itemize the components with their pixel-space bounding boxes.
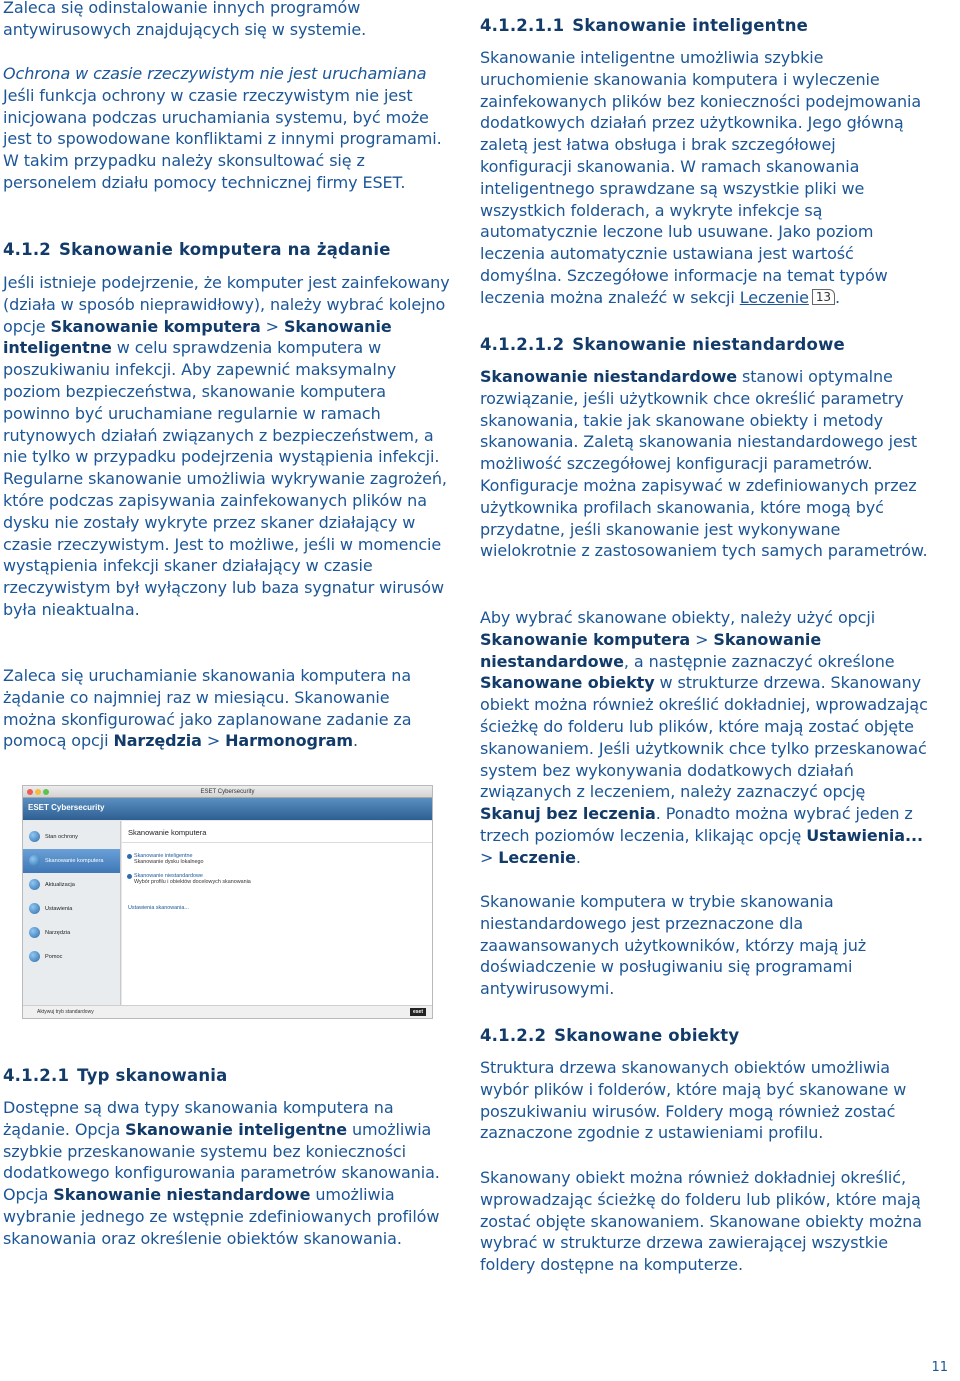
- sidebar-item-computer-scan[interactable]: [23, 849, 120, 873]
- heading-title: Typ skanowania: [77, 1066, 228, 1085]
- option-smart-scan: Skanowanie inteligentne: [125, 1119, 348, 1139]
- settings-icon: [29, 903, 40, 914]
- cleaning-link[interactable]: Leczenie: [739, 287, 809, 307]
- text: w celu sprawdzenia komputera w poszukiwaniu infekcji. Aby zapewnić maksymalny poziom bezpieczeństwa, skanowanie komputera powinno być uruchamiane regularnie w ramach rutynowych działań związanych z bezpieczeństwem, a nie tylko w przypadku podejrzenia wystąpienia infekcji. Regularne skanowanie umożliwia wykrywanie zagrożeń, które podczas zapisywania zainfekowanych plików na dysku nie zostały wykryte przez skaner działający w czasie rzeczywistym. Jest to możliwe, jeśli w momencie wystąpienia infekcji skaner działający w czasie rzeczywistym był wyłączony lub baza sygnatur wirusów była nieaktualna.: [3, 338, 447, 619]
- scan-settings-link[interactable]: Ustawienia skanowania...: [128, 905, 189, 911]
- arrow-icon: [127, 854, 132, 859]
- heading-4-1-2: [3, 239, 391, 261]
- heading-title: Skanowanie niestandardowe: [572, 335, 845, 354]
- separator: >: [201, 731, 226, 751]
- eset-logo: eset: [410, 1008, 426, 1016]
- sidebar-item-update[interactable]: [23, 873, 120, 897]
- paragraph-ondemand: [3, 272, 455, 621]
- heading-number: 4.1.2.1.2: [480, 335, 565, 354]
- option-tools: Narzędzia: [113, 731, 202, 751]
- page-reference[interactable]: 13: [812, 289, 835, 305]
- window-title: ESET Cybersecurity: [200, 789, 255, 795]
- tools-icon: [29, 927, 40, 938]
- option-smart-scan: Skanowanie inteligentne: [3, 316, 392, 358]
- status-bar: [23, 1005, 432, 1018]
- option-scan-computer: Skanowanie komputera: [50, 316, 261, 336]
- sidebar-item-help[interactable]: [23, 945, 120, 969]
- text: Aby wybrać skanowane obiekty, należy użyć opcji: [480, 608, 876, 627]
- heading-number: 4.1.2.2: [480, 1026, 547, 1045]
- heading-4-1-2-1-2: [480, 334, 845, 356]
- paragraph-scan-targets-tree: Struktura drzewa skanowanych obiektów umożliwia wybór plików i folderów, które mają być skanowane w poszukiwaniu wirusów. Foldery mogą również zostać zaznaczone zgodnie z ustawieniami profilu.: [480, 1058, 907, 1143]
- paragraph-monthly: [3, 665, 443, 752]
- sidebar-item-label: Pomoc: [45, 954, 63, 960]
- sidebar-item-label: Ustawienia: [45, 906, 73, 912]
- update-icon: [29, 879, 40, 890]
- option-custom-scan: Skanowanie niestandardowe: [480, 367, 738, 386]
- custom-scan-option[interactable]: [134, 873, 251, 885]
- brand-logo: ESET Cybersecurity: [28, 803, 105, 812]
- content-title: Skanowanie komputera: [128, 828, 207, 837]
- heading-4-1-2-2: [480, 1025, 739, 1047]
- heading-number: 4.1.2: [3, 240, 51, 259]
- text: Jeśli istnieje podejrzenie, że komputer jest zainfekowany (działa w sposób nieprawidłowy), należy wybrać kolejno opcje: [3, 273, 450, 336]
- heading-title: Skanowanie inteligentne: [572, 16, 809, 35]
- separator: >: [480, 847, 499, 867]
- text: Dostępne są dwa typy skanowania komputera na żądanie. Opcja: [3, 1098, 394, 1139]
- help-icon: [29, 951, 40, 962]
- separator: >: [260, 316, 284, 336]
- text: stanowi optymalne rozwiązanie, jeśli użytkownik chce określić parametry skanowania, takie jak skanowane obiekty i metody skanowania. Zaletą skanowania niestandardowego jest możliwość szczegółowej konfiguracji parametrów. Konfiguracje można zapisywać w zdefiniowanych przez użytkownika profilach skanowania, które mogą być przydatne, jeśli skanowanie jest wykonywane wielokrotnie z zastosowaniem tych samych parametrów.: [480, 367, 928, 561]
- option-cleaning: Leczenie: [498, 847, 576, 867]
- text: .: [575, 847, 581, 867]
- option-label: Skanowanie inteligentne: [134, 853, 193, 859]
- smart-scan-option[interactable]: [134, 853, 204, 865]
- text: , a następnie zaznaczyć określone: [623, 651, 895, 671]
- realtime-heading: Ochrona w czasie rzeczywistym nie jest uruchamiana: [3, 64, 427, 83]
- text: .: [352, 731, 358, 751]
- option-scheduler: Harmonogram: [225, 731, 353, 751]
- option-custom-scan: Skanowanie niestandardowe: [53, 1185, 311, 1205]
- paragraph-advanced-users: Skanowanie komputera w trybie skanowania niestandardowego jest przeznaczone dla zaawansowanych użytkowników, którzy mają już doświadczenie w posługiwaniu się programami antywirusowymi.: [480, 892, 867, 999]
- arrow-icon: [127, 874, 132, 879]
- text: .: [834, 287, 840, 307]
- option-scan-targets: Skanowane obiekty: [480, 673, 655, 693]
- heading-number: 4.1.2.1.1: [480, 16, 565, 35]
- sidebar-item-protection-status[interactable]: [23, 825, 120, 849]
- heading-4-1-2-1: [3, 1065, 227, 1087]
- sidebar: [23, 821, 121, 1007]
- paragraph-custom-scan: [480, 366, 930, 562]
- option-scan-without-cleaning: Skanuj bez leczenia: [480, 804, 656, 824]
- brand-bar: [23, 798, 432, 820]
- text: umożliwia wybranie jednego ze wstępnie zdefiniowanych profilów skanowania oraz określenie obiektów skanowania.: [3, 1185, 440, 1248]
- option-settings: Ustawienia...: [806, 825, 923, 845]
- paragraph-realtime: [3, 63, 448, 194]
- option-description: Skanowanie dysku lokalnego: [134, 859, 204, 865]
- realtime-text: Jeśli funkcja ochrony w czasie rzeczywistym nie jest inicjowana podczas uruchamiania systemu, być może jest to spowodowane konfliktami z innymi programami. W takim przypadku należy skonsultować się z personelem działu pomocy technicznej firmy ESET.: [3, 85, 442, 192]
- magnifier-icon: [29, 855, 40, 866]
- sidebar-item-label: Skanowanie komputera: [45, 858, 104, 864]
- text: w strukturze drzewa. Skanowany obiekt można również określić dokładniej, wprowadzając ścieżkę do folderu lub plików, które mają zostać objęte skanowaniem. Jeśli użytkownik chce tylko przeskanować system bez wykonywania dodatkowych działań związanych z leczeniem, należy zaznaczyć opcję: [480, 673, 928, 802]
- option-label: Skanowanie niestandardowe: [134, 873, 203, 879]
- sidebar-item-label: Stan ochrony: [45, 834, 78, 840]
- sidebar-item-label: Narzędzia: [45, 930, 71, 936]
- text: umożliwia szybkie przeskanowanie systemu bez konieczności dodatkowego konfigurowania parametrów skanowania. Opcja: [3, 1119, 440, 1205]
- text: . Ponadto można wybrać jeden z trzech poziomów leczenia, klikając opcję: [480, 804, 913, 845]
- sidebar-item-setup[interactable]: [23, 897, 120, 921]
- heading-title: Skanowanie komputera na żądanie: [58, 240, 391, 259]
- paragraph-scan-targets-path: Skanowany obiekt można również dokładniej określić, wprowadzając ścieżkę do folderu lub plików, które mają zostać objęte skanowaniem. Skanowane obiekty można wybrać w strukturze drzewa zawierającej wszystkie foldery dostępne na komputerze.: [480, 1168, 922, 1275]
- text: Zaleca się uruchamianie skanowania komputera na żądanie co najmniej raz w miesiącu. Skanowanie można skonfigurować jako zaplanowane zadanie za pomocą opcji: [3, 666, 412, 751]
- paragraph-scan-targets: [480, 607, 930, 869]
- divider: [122, 842, 432, 843]
- separator: >: [690, 629, 714, 649]
- text: Skanowanie inteligentne umożliwia szybkie uruchomienie skanowania komputera i wyleczenie zainfekowanych plików bez konieczności podejmowania dodatkowych działań przez użytkownika. Jego główną zaletą jest łatwa obsługa i brak szczegółowej konfiguracji skanowania. W ramach skanowania inteligentnego sprawdzane są wszystkie pliki we wszystkich folderach, a wykryte infekcje są automatycznie leczone lub usuwane. Jako poziom leczenia automatycznie ustawiana jest wartość domyślna. Szczegółowe informacje na temat typów leczenia można znaleźć w sekcji: [480, 48, 922, 307]
- option-custom-scan: Skanowanie niestandardowe: [480, 629, 822, 671]
- heading-title: Skanowane obiekty: [554, 1026, 740, 1045]
- page-number: 11: [931, 1360, 948, 1375]
- shield-icon: [29, 831, 40, 842]
- window-titlebar: [23, 786, 432, 798]
- main-content: [122, 821, 432, 1007]
- heading-number: 4.1.2.1: [3, 1066, 70, 1085]
- paragraph-scan-types: [3, 1097, 443, 1250]
- option-scan-computer: Skanowanie komputera: [480, 629, 691, 649]
- option-description: Wybór profilu i obiektów docelowych skanowania: [134, 879, 251, 885]
- paragraph-uninstall: Zaleca się odinstalowanie innych programów antywirusowych znajdujących się w systemie.: [3, 0, 367, 39]
- paragraph-smart-scan: [480, 47, 930, 309]
- eset-screenshot: [22, 785, 433, 1019]
- standard-mode-link[interactable]: Aktywuj tryb standardowy: [37, 1009, 94, 1015]
- sidebar-item-label: Aktualizacja: [45, 882, 75, 888]
- sidebar-item-tools[interactable]: [23, 921, 120, 945]
- heading-4-1-2-1-1: [480, 15, 808, 37]
